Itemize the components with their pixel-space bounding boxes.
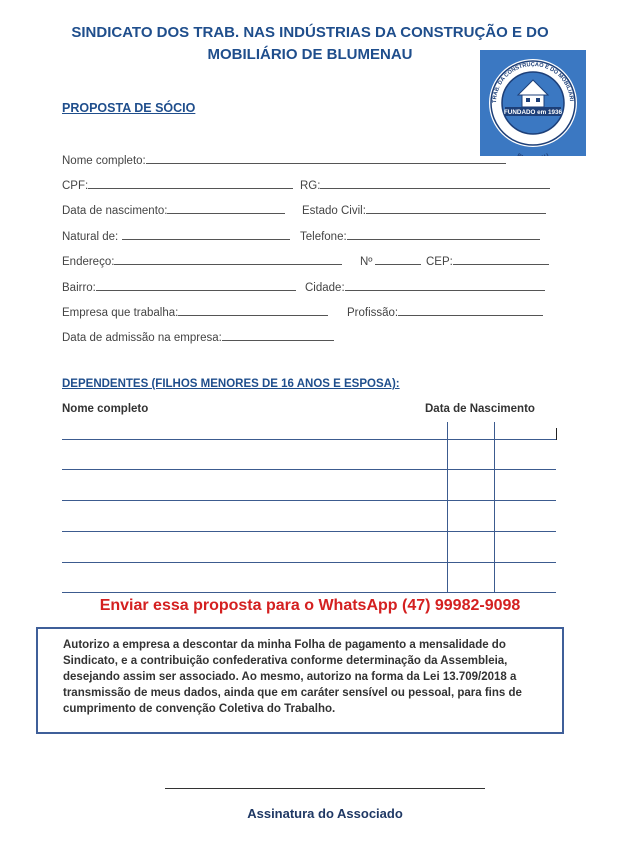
field-nascimento[interactable] bbox=[62, 203, 285, 217]
field-cep[interactable] bbox=[426, 254, 549, 268]
field-bairro[interactable] bbox=[62, 280, 296, 294]
field-endereco[interactable] bbox=[62, 254, 342, 268]
whatsapp-instruction: Enviar essa proposta para o WhatsApp (47) 99982-9098 bbox=[99, 597, 521, 614]
consent-text: Autorizo a empresa a descontar da minha Folha de pagamento a mensalidade do Sindicato, e a contribuição confederativa conforme determinação da Assembleia, desejando assim ser associado. Ao mesmo, autorizo na forma da Lei 13.709/2018 a transmissão de meus dados, ainda que em caráter sensível ou pessoal, para fins de cumprimento de convenção Coletiva do Trabalho. bbox=[63, 639, 522, 715]
input-line-cep[interactable] bbox=[453, 254, 549, 265]
input-line-endereco[interactable] bbox=[114, 254, 342, 265]
dependents-title: DEPENDENTES (FILHOS MENORES DE 16 ANOS E ESPOSA): bbox=[62, 378, 400, 390]
input-line-cpf[interactable] bbox=[88, 178, 293, 189]
input-line-bairro[interactable] bbox=[96, 280, 296, 291]
field-estado-civil[interactable] bbox=[302, 203, 546, 217]
label-natural: Natural de: bbox=[62, 231, 119, 243]
input-line-natural[interactable] bbox=[122, 229, 290, 240]
header-line-1: SINDICATO DOS TRAB. NAS INDÚSTRIAS DA CONSTRUÇÃO E DO bbox=[71, 24, 549, 41]
label-endereco: Endereço: bbox=[62, 256, 115, 268]
table-row[interactable] bbox=[62, 500, 556, 501]
input-line-admissao[interactable] bbox=[222, 330, 334, 341]
label-rg: RG: bbox=[300, 180, 321, 192]
consent-box bbox=[36, 627, 564, 734]
label-telefone: Telefone: bbox=[300, 231, 347, 243]
text-cursor bbox=[556, 428, 557, 440]
input-line-nome[interactable] bbox=[146, 153, 506, 164]
field-empresa[interactable] bbox=[62, 305, 328, 319]
union-logo bbox=[480, 50, 586, 156]
dependents-col-nome: Nome completo bbox=[62, 403, 149, 415]
label-estado-civil: Estado Civil: bbox=[302, 205, 366, 217]
field-admissao[interactable] bbox=[62, 330, 334, 344]
dependents-col-data: Data de Nascimento bbox=[425, 403, 535, 415]
input-line-rg[interactable] bbox=[320, 178, 550, 189]
field-profissao[interactable] bbox=[347, 305, 543, 319]
table-row[interactable] bbox=[62, 531, 556, 532]
label-cidade: Cidade: bbox=[305, 282, 345, 294]
field-cpf[interactable] bbox=[62, 178, 293, 192]
label-numero: Nº bbox=[360, 256, 373, 268]
signature-line[interactable] bbox=[165, 788, 485, 789]
input-line-profissao[interactable] bbox=[398, 305, 543, 316]
field-natural[interactable] bbox=[62, 229, 290, 243]
logo-banner: FUNDADO em 1936 bbox=[503, 109, 563, 116]
table-row[interactable] bbox=[62, 562, 556, 563]
input-line-nascimento[interactable] bbox=[167, 203, 285, 214]
label-admissao: Data de admissão na empresa: bbox=[62, 332, 222, 344]
label-bairro: Bairro: bbox=[62, 282, 96, 294]
table-row[interactable] bbox=[62, 592, 556, 593]
input-line-estado-civil[interactable] bbox=[366, 203, 546, 214]
field-numero[interactable] bbox=[360, 254, 421, 268]
field-telefone[interactable] bbox=[300, 229, 540, 243]
signature-label: Assinatura do Associado bbox=[247, 806, 403, 821]
label-nome: Nome completo: bbox=[62, 155, 146, 167]
field-rg[interactable] bbox=[300, 178, 550, 192]
table-row[interactable] bbox=[62, 469, 556, 470]
field-nome[interactable] bbox=[62, 153, 506, 167]
table-column-divider bbox=[447, 422, 448, 592]
label-cpf: CPF: bbox=[62, 180, 89, 192]
field-cidade[interactable] bbox=[305, 280, 545, 294]
input-line-empresa[interactable] bbox=[178, 305, 328, 316]
table-row[interactable] bbox=[62, 439, 556, 440]
input-line-telefone[interactable] bbox=[347, 229, 540, 240]
header-line-2: MOBILIÁRIO DE BLUMENAU bbox=[207, 46, 413, 63]
label-cep: CEP: bbox=[426, 256, 453, 268]
form-title: PROPOSTA DE SÓCIO bbox=[62, 101, 196, 115]
label-empresa: Empresa que trabalha: bbox=[62, 307, 179, 319]
label-nascimento: Data de nascimento: bbox=[62, 205, 168, 217]
table-column-divider bbox=[494, 422, 495, 592]
input-line-cidade[interactable] bbox=[345, 280, 545, 291]
input-line-numero[interactable] bbox=[375, 254, 421, 265]
logo-ring-text: TRAB. DA CONSTRUÇÃO E DO MOBILIÁRI bbox=[491, 61, 574, 104]
label-profissao: Profissão: bbox=[347, 307, 399, 319]
